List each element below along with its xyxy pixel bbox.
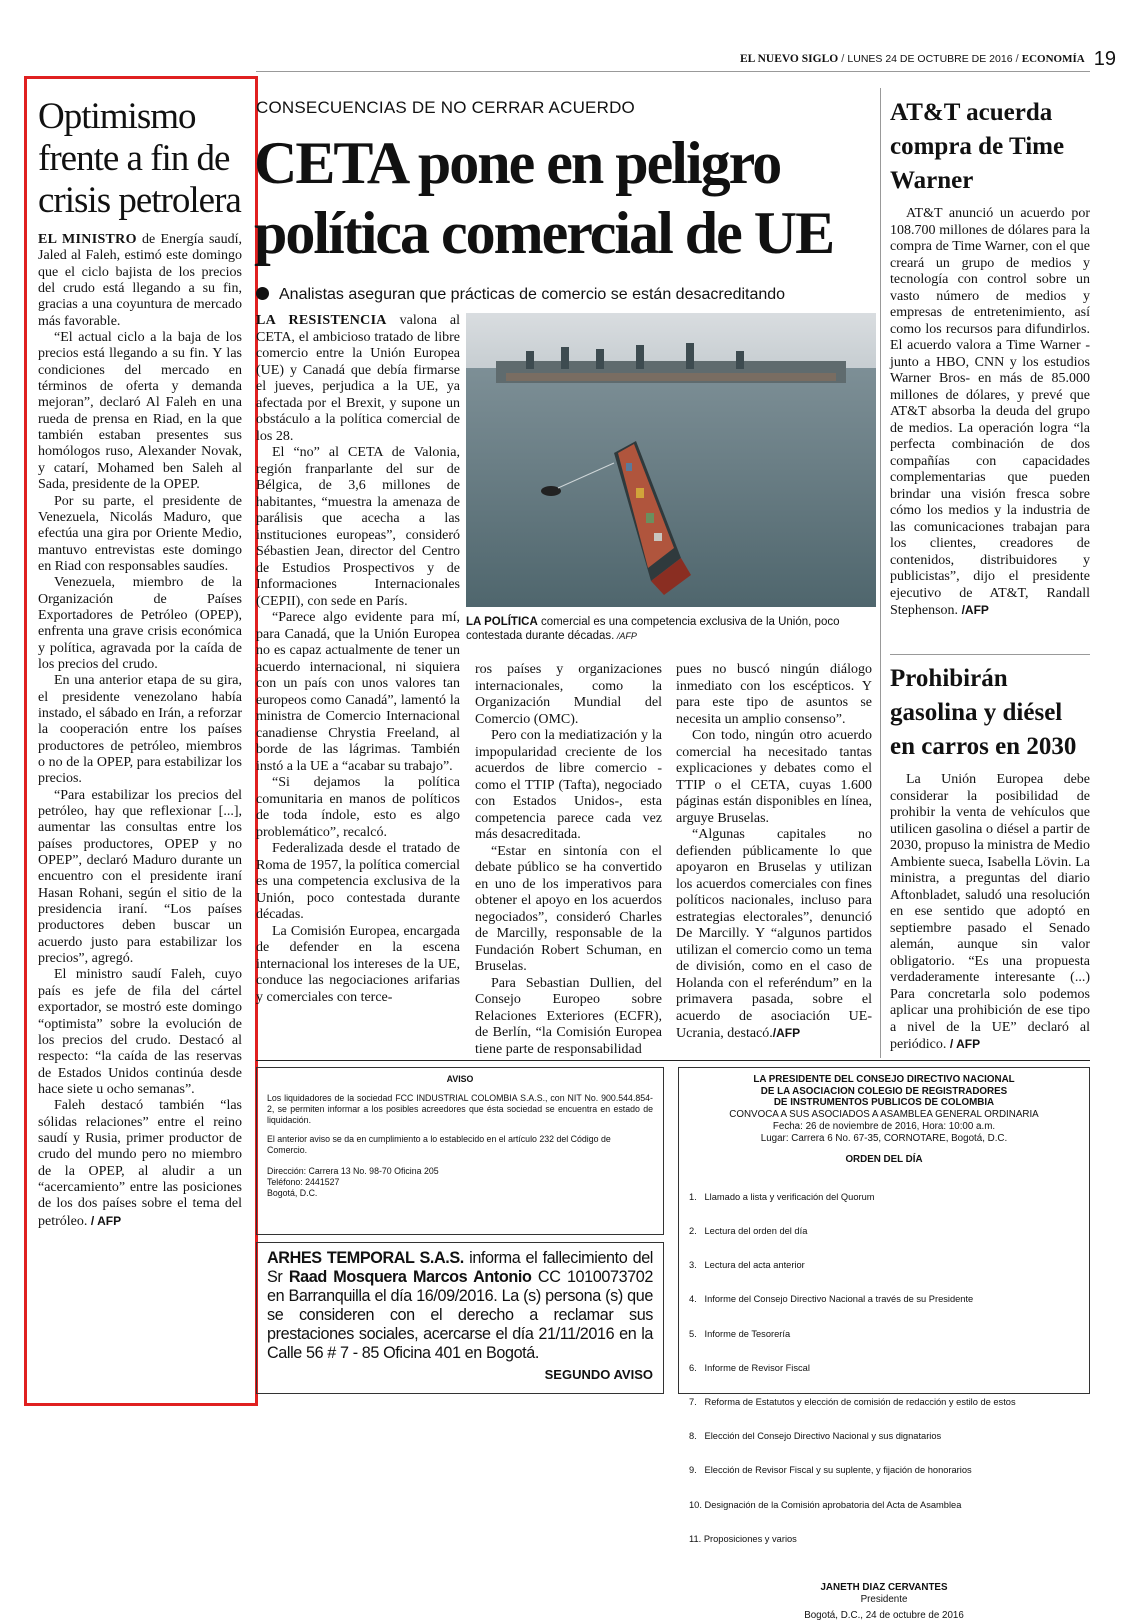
main-paragraph: “Parece algo evidente para mí, para Canadá, que la Unión Europea no es capaz actualmente de tener un acuerdo internacional, ni siquiera con un país con unos valores tan europeos como Canadá”, lamentó la ministra de Comercio Internacional canadiense Chrystia Freeland, al borde de las lágrimas. También instó a la UE a “acabar su trabajo”. xyxy=(256,610,460,774)
main-headline: CETA pone en peligro política comercial de UE xyxy=(254,130,834,266)
right-article-2 xyxy=(890,662,1090,1054)
ship-photo xyxy=(466,313,876,607)
right-article-1 xyxy=(890,96,1090,620)
aviso-address: Dirección: Carrera 13 No. 98-70 Oficina 205 xyxy=(267,1166,439,1176)
orden-title: ORDEN DEL DÍA xyxy=(845,1154,923,1166)
aviso-text: Los liquidadores de la sociedad FCC INDUSTRIAL COLOMBIA S.A.S., con NIT No. 900.544.854-2, se permiten informar a los posibles acreedores que ésta sociedad se encuentra en estado de liquidación. xyxy=(267,1093,653,1125)
left-paragraph: EL MINISTRO de Energía saudí, Jaled al Faleh, estimó este domingo que el ciclo bajista de los precios del crudo está llegando a su fin, gracias a una coyuntura de mercado más favorable. xyxy=(38,232,242,329)
asamblea-heading: LA PRESIDENTE DEL CONSEJO DIRECTIVO NACIONAL DE LA ASOCIACION COLEGIO DE REGISTRADORES DE INSTRUMENTOS PUBLICOS DE COLOMBIA xyxy=(753,1074,1015,1109)
orden-list xyxy=(689,1169,1079,1568)
main-paragraph: LA RESISTENCIA valona al CETA, el ambicioso tratado de libre comercio entre la Unión Europea (UE) y Canadá que debía firmarse el jueves, perjudica a la UE, ya afectada por el Brexit, y supone un obstáculo a la política comercial de los 28. xyxy=(256,313,460,444)
arhes-ad xyxy=(256,1242,664,1394)
left-paragraph: Por su parte, el presidente de Venezuela, Nicolás Maduro, que efectúa una gira por Oriente Medio, mantuvo entrevistas este domingo en Riad con responsables saudíes. xyxy=(38,493,242,574)
asamblea-place-date: Bogotá, D.C., 24 de octubre de 2016 xyxy=(804,1609,964,1621)
right-paragraph: AT&T anunció un acuerdo por 108.700 millones de dólares para la compra de Time Warner, con el que creará un grupo de medios y tecnología con control sobre un vasto número de medios y empresas de entretenimiento, así como los recursos para difundirlos. El acuerdo valora a Time Warner -junto a HBO, CNN y los estudios Warner Bros- en más de 85.000 millones de dólares, y prevé que AT&T absorba la deuda del grupo de medios. La operación logra “la perfecta combinación de dos compañías con capacidades complementarias que pueden brindar una visión fresca sobre cómo los medios y la industria de las comunicaciones trabajan para los clientes, creadores de contenidos, distribuidores y publicistas”, dijo el presidente ejecutivo de AT&T, Randall Stephenson. /AFP xyxy=(890,206,1090,618)
asamblea-role: Presidente xyxy=(860,1593,908,1605)
right-separator xyxy=(890,654,1090,655)
asamblea-signer: JANETH DIAZ CERVANTES xyxy=(820,1582,948,1594)
left-article-lead: EL MINISTRO xyxy=(38,232,137,247)
main-paragraph: “Algunas capitales no defienden públicamente lo que apoyaron en Bruselas y utilizan los acuerdos comerciales con fines políticos nacionales, incluso para estrategias electorales”, denunció De Marcilly. Y “algunos partidos utilizan el comercio como un tema de división, como en el caso de Holanda con el referéndum” en la primavera pasada, sobre el acuerdo de asociación UE-Ucrania, destacó./AFP xyxy=(676,827,872,1041)
right-article-2-title: Prohibirán gasolina y diésel en carros en 2030 xyxy=(890,665,1077,760)
column-divider xyxy=(880,88,881,1058)
main-paragraph: Con todo, ningún otro acuerdo comercial ha necesitado tantas explicaciones y debates como el TTIP o el CETA, cuyas 1.600 páginas están disponibles en línea, arguye Bruselas. xyxy=(676,728,872,826)
orden-item: 11. Proposiciones y varios xyxy=(689,1533,797,1544)
orden-item: 4. Informe del Consejo Directivo Nacional a través de su Presidente xyxy=(689,1294,974,1305)
paper-name: EL NUEVO SIGLO xyxy=(740,53,839,65)
orden-item: 9. Elección de Revisor Fiscal y su suplente, y fijación de honorarios xyxy=(689,1465,972,1476)
header-rule xyxy=(256,71,1090,72)
orden-item: 2. Lectura del orden del día xyxy=(689,1225,808,1236)
caption-lead: LA POLÍTICA xyxy=(466,616,538,628)
left-article xyxy=(38,96,242,1230)
page-header: EL NUEVO SIGLO / LUNES 24 DE OCTUBRE DE 2016 / ECONOMÍA 19 xyxy=(740,48,1116,70)
main-paragraph: La Comisión Europea, encargada de defender en la escena internacional los intereses de la UE, conduce las negociaciones arifarias y comerciales con terce- xyxy=(256,923,460,1005)
asamblea-fecha: Fecha: 26 de noviembre de 2016, Hora: 10:00 a.m. xyxy=(772,1120,996,1132)
arhes-footer: SEGUNDO AVISO xyxy=(544,1367,653,1382)
arhes-text: ARHES TEMPORAL S.A.S. informa el fallecimiento del Sr Raad Mosquera Marcos Antonio CC 1010073702 en Barranquilla el día 16/09/2016. La (s) persona (s) que se consideren con el derecho a reclamar sus prestaciones sociales, acercarse el día 21/11/2016 en la Calle 56 # 7 - 85 Oficina 401 en Bogotá. xyxy=(267,1249,653,1362)
main-column-2 xyxy=(475,662,662,1058)
aviso-ad xyxy=(256,1067,664,1235)
main-paragraph: “Si dejamos la política comunitaria en manos de políticos de toda índole, esto es algo problemático”, recalcó. xyxy=(256,775,460,840)
main-paragraph: El “no” al CETA de Valonia, región franparlante del sur de Bélgica, de 3,6 millones de habitantes, “muestra la amenaza de parálisis que acecha a las instituciones europeas”, consideró Sébastien Jean, director del Centro de Estudios Prospectivos y de Informaciones Internacionales (CEPII), con sede en París. xyxy=(256,445,460,609)
asamblea-convoca: CONVOCA A SUS ASOCIADOS A ASAMBLEA GENERAL ORDINARIA xyxy=(729,1109,1039,1121)
left-paragraph: El ministro saudí Faleh, cuyo país es jefe de fila del cártel exportador, se mostró este domingo “optimista” sobre la evolución de los precios del crudo. Destacó al respecto: “la caída de las reservas de Estados Unidos continúa desde hace siete u ocho semanas”. xyxy=(38,967,242,1097)
main-paragraph: ros países y organizaciones internacionales, como la Organización Mundial del Comercio (OMC). xyxy=(475,662,662,727)
main-article-signature: /AFP xyxy=(772,1026,801,1040)
orden-item: 10. Designación de la Comisión aprobatoria del Acta de Asamblea xyxy=(689,1499,962,1510)
left-paragraph: “El actual ciclo a la baja de los precios está llegando a su fin. Y las condiciones del mercado en términos de oferta y demanda mejoran”, declaró Al Faleh en una rueda de prensa en Riad, en la que también estaban presentes sus homólogos ruso, Alexander Novak, y catarí, Mohamed ben Saleh al Sada, presidente de la OPEP. xyxy=(38,330,242,493)
orden-item: 7. Reforma de Estatutos y elección de comisión de redacción y estilo de estos xyxy=(689,1397,1016,1408)
left-article-body xyxy=(38,232,242,1230)
ads-rule xyxy=(256,1060,1090,1061)
main-paragraph: Para Sebastian Dullien, del Consejo Europeo sobre Relaciones Exteriores (ECFR), de Berlín, “la Comisión Europea tiene parte de responsabilidad xyxy=(475,975,662,1057)
main-paragraph: “Estar en sintonía con el debate público se ha convertido en uno de los imperativos para obtener el apoyo en los acuerdos negociados”, consideró Charles de Marcilly, responsable de la Fundación Robert Schuman, en Bruselas. xyxy=(475,843,662,974)
header-date: LUNES 24 DE OCTUBRE DE 2016 xyxy=(847,53,1013,65)
orden-item: 1. Llamado a lista y verificación del Quorum xyxy=(689,1191,875,1202)
main-column-1 xyxy=(256,313,460,1006)
left-paragraph: Venezuela, miembro de la Organización de Países Exportadores de Petróleo (OPEP), enfrenta una grave crisis económica y política, agravada por la caída de los precios del crudo. xyxy=(38,575,242,672)
main-paragraph: Federalizada desde el tratado de Roma de 1957, la política comercial es una competencia exclusiva de la Unión, poco contestada durante décadas. xyxy=(256,841,460,922)
main-kicker: CONSECUENCIAS DE NO CERRAR ACUERDO xyxy=(256,98,635,117)
orden-item: 8. Elección del Consejo Directivo Nacional y sus dignatarios xyxy=(689,1431,942,1442)
orden-item: 5. Informe de Tesorería xyxy=(689,1328,791,1339)
asamblea-lugar: Lugar: Carrera 6 No. 67-35, CORNOTARE, Bogotá, D.C. xyxy=(760,1132,1008,1144)
orden-item: 6. Informe de Revisor Fiscal xyxy=(689,1362,810,1373)
right-article-1-signature: /AFP xyxy=(961,603,989,617)
right-paragraph: La Unión Europea debe considerar la posibilidad de prohibir la venta de vehículos que utilicen gasolina o diésel a partir de 2030, propuso la ministra de Medio Ambiente sueca, Isabella Lövin. La ministra, a preguntas del diario Aftonbladet, saludó una resolución en ese sentido que adoptó en septiembre pasado el Senado alemán, aunque sin valor obligatorio. “Es una propuesta verdaderamente interesante (...) Para concretarla solo podemos aplicar una prohibición de ese tipo a nivel de la UE” declaró al periódico. / AFP xyxy=(890,772,1090,1052)
photo-caption: LA POLÍTICA comercial es una competencia exclusiva de la Unión, poco contestada durante décadas. /AFP xyxy=(466,616,840,642)
aviso-city: Bogotá, D.C. xyxy=(267,1188,318,1198)
left-paragraph: “Para estabilizar los precios del petróleo, hay que reflexionar [...], aumentar las consultas entre los países productores, OPEP y no OPEP”, declaró Maduro durante un encuentro con el presidente iraní Hasan Rohani, según el sitio de la presidencia iraní. “Los países productores deben buscar un acuerdo justo para estabilizar los precios”, agregó. xyxy=(38,787,242,967)
page-number: 19 xyxy=(1093,48,1116,70)
left-article-signature: / AFP xyxy=(90,1213,122,1228)
caption-credit: /AFP xyxy=(614,631,637,641)
left-article-title: Optimismo frente a fin de crisis petrolera xyxy=(38,96,241,221)
main-subtitle: Analistas aseguran que prácticas de comercio se están desacreditando xyxy=(256,286,876,304)
aviso-text: El anterior aviso se da en cumplimiento a lo establecido en el artículo 232 del Código de Comercio. xyxy=(267,1134,611,1155)
main-column-3 xyxy=(676,662,872,1043)
asamblea-ad xyxy=(678,1067,1090,1621)
main-paragraph: pues no buscó ningún diálogo inmediato con los escépticos. Y para este tipo de asuntos se necesita un amplio consenso”. xyxy=(676,662,872,727)
aviso-phone: Teléfono: 2441527 xyxy=(267,1177,340,1187)
right-article-2-signature: / AFP xyxy=(949,1037,981,1051)
orden-item: 3. Lectura del acta anterior xyxy=(689,1260,805,1271)
left-paragraph: En una anterior etapa de su gira, el presidente venezolano había instado, el sábado en Irán, a reforzar la cooperación entre los países productores de petróleo, miembros o no de la OPEP, para estabilizar los precios. xyxy=(38,673,242,787)
container-ship-image xyxy=(466,313,876,607)
main-paragraph: Pero con la mediatización y la impopularidad creciente de los acuerdos de libre comercio -como el TTIP (Tafta), negociado con Estados Unidos-, esta competencia parece cada vez más desacreditada. xyxy=(475,728,662,842)
main-article-lead: LA RESISTENCIA xyxy=(256,313,387,328)
left-paragraph: Faleh destacó también “las sólidas relaciones” entre el reino saudí y Rusia, primer productor de crudo del mundo pero no miembro de la OPEP, al aludir a un “acercamiento” entre las posiciones de los dos países sobre el tema del petróleo. / AFP xyxy=(38,1098,242,1229)
right-article-1-title: AT&T acuerda compra de Time Warner xyxy=(890,99,1065,194)
bullet-icon xyxy=(256,287,269,300)
aviso-title: AVISO xyxy=(446,1074,474,1084)
header-section: ECONOMÍA xyxy=(1021,53,1085,65)
